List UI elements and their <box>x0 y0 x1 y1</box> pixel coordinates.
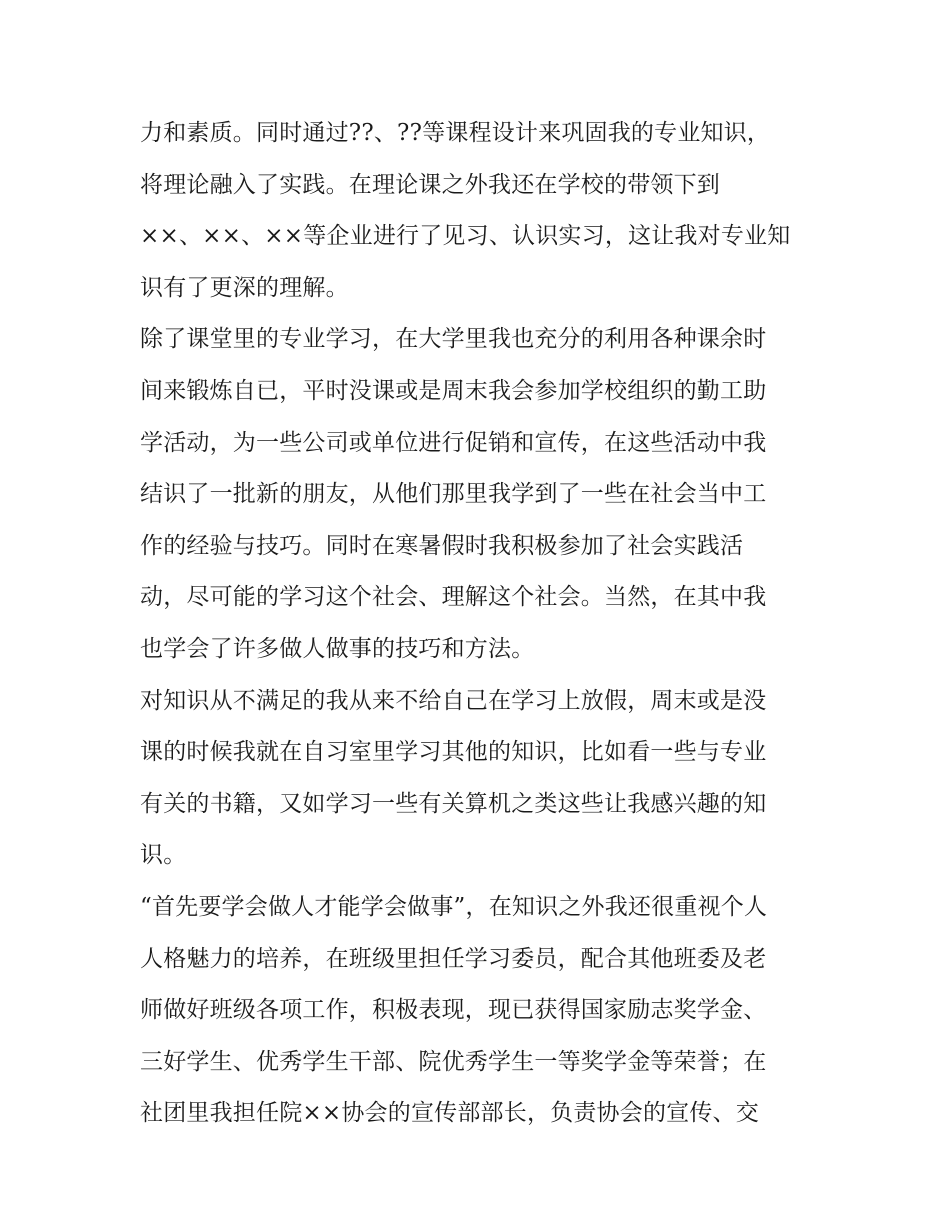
text-line: 师做好班级各项工作，积极表现，现已获得国家励志奖学金、 <box>140 997 767 1024</box>
text-line: 有关的书籍，又如学习一些有关算机之类这些让我感兴趣的知 <box>140 790 767 817</box>
text-line: 除了课堂里的专业学习，在大学里我也充分的利用各种课余时 <box>140 326 767 353</box>
text-line: 对知识从不满足的我从来不给自己在学习上放假，周末或是没 <box>140 687 767 714</box>
text-line: 识。 <box>140 842 187 869</box>
text-line: 作的经验与技巧。同时在寒暑假时我积极参加了社会实践活 <box>140 532 744 559</box>
text-line: 间来锻炼自已，平时没课或是周末我会参加学校组织的勤工助 <box>140 377 767 404</box>
text-line: 社团里我担任院××协会的宣传部部长，负责协会的宣传、交 <box>140 1100 759 1127</box>
text-line: 动，尽可能的学习这个社会、理解这个社会。当然，在其中我 <box>140 584 767 611</box>
text-line: 结识了一批新的朋友，从他们那里我学到了一些在社会当中工 <box>140 481 767 508</box>
text-line: “首先要学会做人才能学会做事”，在知识之外我还很重视个人 <box>140 893 768 920</box>
text-line: 三好学生、优秀学生干部、院优秀学生一等奖学金等荣誉；在 <box>140 1048 767 1075</box>
text-line: 学活动，为一些公司或单位进行促销和宣传，在这些活动中我 <box>140 429 767 456</box>
text-line: 力和素质。同时通过??、??等课程设计来巩固我的专业知识， <box>140 120 771 146</box>
text-line: 课的时候我就在自习室里学习其他的知识，比如看一些与专业 <box>140 739 767 766</box>
body-text <box>140 108 820 1140</box>
text-line: 识有了更深的理解。 <box>140 274 349 301</box>
text-line: 将理论融入了实践。在理论课之外我还在学校的带领下到 <box>140 171 720 198</box>
text-line: 人格魅力的培养，在班级里担任学习委员，配合其他班委及老 <box>140 945 767 972</box>
text-line: ××、××、××等企业进行了见习、认识实习，这让我对专业知 <box>140 223 791 250</box>
text-line: 也学会了许多做人做事的技巧和方法。 <box>140 635 535 662</box>
